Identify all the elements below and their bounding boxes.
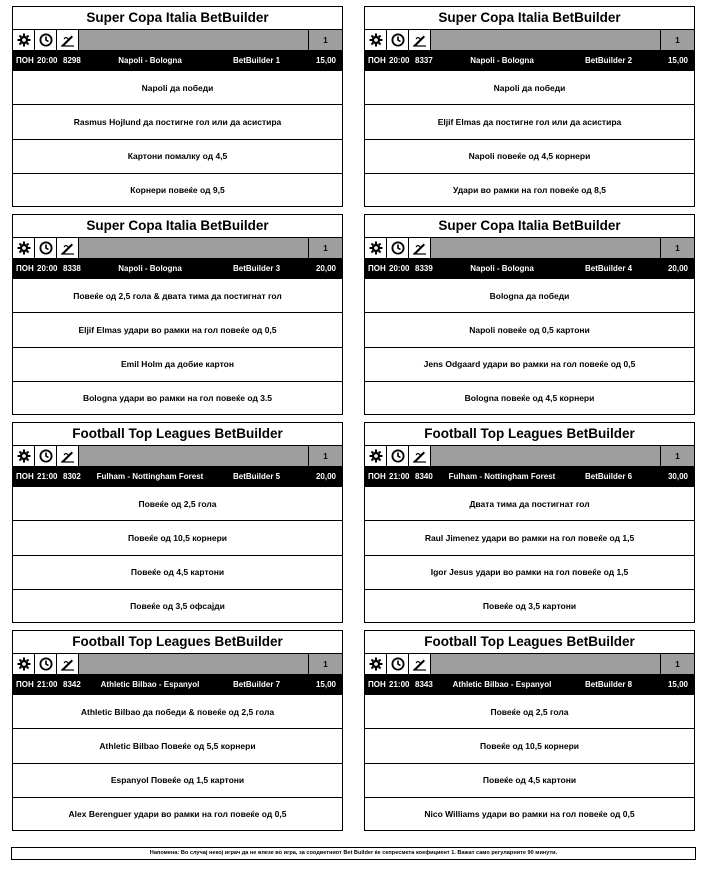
- icon-bar: [13, 238, 342, 259]
- card-title: Super Copa Italia BetBuilder: [13, 7, 342, 30]
- selection-row: Корнери повеќе од 9,5: [13, 173, 342, 207]
- icon-bar: [365, 30, 694, 51]
- selection-row: Igor Jesus удари во рамки на гол повеќе од 1,5: [365, 555, 694, 589]
- icon-bar: [365, 654, 694, 675]
- selection-list: [13, 71, 342, 207]
- card-title: Football Top Leagues BetBuilder: [365, 631, 694, 654]
- clock-icon: [35, 238, 57, 258]
- icon-bar: [13, 446, 342, 467]
- selection-row: Повеќе од 2,5 гола: [138, 498, 217, 509]
- quantity: 1: [661, 238, 694, 258]
- betbuilder-card: [364, 422, 695, 623]
- selection-row: Bologna да победи: [489, 290, 570, 301]
- match-odds: 20,00: [667, 264, 688, 273]
- match-code: 8340: [415, 472, 433, 481]
- match-info-bar: [13, 675, 342, 695]
- match-odds: 20,00: [315, 472, 336, 481]
- clock-icon: [387, 238, 409, 258]
- match-day: ПОН: [368, 56, 386, 65]
- betbuilder-card: [12, 6, 343, 207]
- edit-icon: [409, 30, 431, 50]
- match-time: 20:00: [37, 264, 58, 273]
- selection-list: [365, 71, 694, 207]
- match-odds: 15,00: [667, 56, 688, 65]
- match-time: 21:00: [389, 472, 410, 481]
- settings-icon: [13, 446, 35, 466]
- clock-icon: [35, 446, 57, 466]
- selection-list: [13, 695, 342, 831]
- selection-row: Двата тима да постигнат гол: [469, 498, 590, 509]
- footer-note: Напомена: Во случај некој играч да не влезе во игра, за соодветниот Bet Builder ќе сепресмета коефициент 1. Важат само регуларните 90 минути.: [11, 847, 696, 860]
- header-fill: [79, 238, 309, 258]
- edit-icon: [57, 446, 79, 466]
- selection-row: Jens Odgaard удари во рамки на гол повеќе од 0,5: [365, 347, 694, 381]
- match-info-bar: [13, 467, 342, 487]
- selection-list: [365, 695, 694, 831]
- match-day: ПОН: [368, 472, 386, 481]
- clock-icon: [387, 654, 409, 674]
- selection-row: Nico Williams удари во рамки на гол повеќе од 0,5: [365, 797, 694, 831]
- match-code: 8338: [63, 264, 81, 273]
- quantity: 1: [661, 30, 694, 50]
- clock-icon: [35, 654, 57, 674]
- match-teams: Napoli - Bologna: [118, 264, 182, 273]
- betbuilder-card: [12, 630, 343, 831]
- edit-icon: [409, 654, 431, 674]
- selection-row: Bologna повеќе од 4,5 корнери: [365, 381, 694, 415]
- card-title: Football Top Leagues BetBuilder: [13, 631, 342, 654]
- match-teams: Napoli - Bologna: [470, 56, 534, 65]
- match-odds: 15,00: [667, 680, 688, 689]
- header-fill: [79, 446, 309, 466]
- match-day: ПОН: [16, 56, 34, 65]
- betbuilder-card: [12, 422, 343, 623]
- match-teams: Athletic Bilbao - Espanyol: [100, 680, 200, 689]
- selection-row: Удари во рамки на гол повеќе од 8,5: [365, 173, 694, 207]
- match-code: 8302: [63, 472, 81, 481]
- edit-icon: [57, 654, 79, 674]
- header-fill: [79, 654, 309, 674]
- match-day: ПОН: [16, 680, 34, 689]
- selection-row: Rasmus Hojlund да постигне гол или да асистира: [13, 104, 342, 138]
- quantity: 1: [661, 446, 694, 466]
- selection-row: Картони помалку од 4,5: [13, 139, 342, 173]
- edit-icon: [409, 446, 431, 466]
- match-time: 21:00: [389, 680, 410, 689]
- selection-row: Повеќе од 4,5 картони: [13, 555, 342, 589]
- selection-list: [365, 279, 694, 415]
- betbuilder-number: BetBuilder 2: [585, 56, 633, 65]
- match-odds: 20,00: [315, 264, 336, 273]
- edit-icon: [409, 238, 431, 258]
- header-fill: [431, 238, 661, 258]
- card-title: Super Copa Italia BetBuilder: [365, 7, 694, 30]
- match-teams: Athletic Bilbao - Espanyol: [452, 680, 552, 689]
- selection-row: Emil Holm да добие картон: [13, 347, 342, 381]
- header-fill: [431, 654, 661, 674]
- match-teams: Napoli - Bologna: [118, 56, 182, 65]
- match-code: 8337: [415, 56, 433, 65]
- card-title: Football Top Leagues BetBuilder: [365, 423, 694, 446]
- settings-icon: [365, 446, 387, 466]
- icon-bar: [13, 30, 342, 51]
- selection-row: Eljif Elmas удари во рамки на гол повеќе од 0,5: [13, 312, 342, 346]
- selection-row: Bologna удари во рамки на гол повеќе од 3.5: [13, 381, 342, 415]
- selection-list: [13, 487, 342, 623]
- betbuilder-number: BetBuilder 8: [585, 680, 633, 689]
- match-info-bar: [365, 467, 694, 487]
- selection-row: Raul Jimenez удари во рамки на гол повеќе од 1,5: [365, 520, 694, 554]
- card-title: Football Top Leagues BetBuilder: [13, 423, 342, 446]
- edit-icon: [57, 238, 79, 258]
- quantity: 1: [309, 446, 342, 466]
- selection-row: Athletic Bilbao Повеќе од 5,5 корнери: [13, 728, 342, 762]
- match-time: 21:00: [37, 472, 58, 481]
- quantity: 1: [309, 30, 342, 50]
- icon-bar: [365, 238, 694, 259]
- edit-icon: [57, 30, 79, 50]
- match-day: ПОН: [368, 264, 386, 273]
- match-info-bar: [365, 259, 694, 279]
- quantity: 1: [661, 654, 694, 674]
- selection-row: Eljif Elmas да постигне гол или да асистира: [365, 104, 694, 138]
- betbuilder-number: BetBuilder 6: [585, 472, 633, 481]
- match-time: 20:00: [389, 264, 410, 273]
- selection-row: Napoli повеќе од 0,5 картони: [365, 312, 694, 346]
- match-day: ПОН: [368, 680, 386, 689]
- betbuilder-card: [364, 214, 695, 415]
- betbuilder-card: [364, 6, 695, 207]
- match-odds: 30,00: [667, 472, 688, 481]
- match-day: ПОН: [16, 472, 34, 481]
- settings-icon: [13, 654, 35, 674]
- match-time: 20:00: [389, 56, 410, 65]
- selection-row: Napoli да победи: [493, 82, 566, 93]
- selection-row: Повеќе од 3,5 офсајди: [13, 589, 342, 623]
- match-teams: Fulham - Nottingham Forest: [448, 472, 556, 481]
- settings-icon: [13, 30, 35, 50]
- quantity: 1: [309, 654, 342, 674]
- settings-icon: [365, 30, 387, 50]
- clock-icon: [387, 30, 409, 50]
- card-title: Super Copa Italia BetBuilder: [365, 215, 694, 238]
- match-info-bar: [13, 51, 342, 71]
- match-info-bar: [365, 675, 694, 695]
- match-odds: 15,00: [315, 56, 336, 65]
- clock-icon: [387, 446, 409, 466]
- match-time: 21:00: [37, 680, 58, 689]
- selection-row: Повеќе од 2,5 гола: [490, 706, 569, 717]
- selection-row: Повеќе од 3,5 картони: [365, 589, 694, 623]
- betbuilder-number: BetBuilder 7: [233, 680, 281, 689]
- selection-row: Повеќе од 4,5 картони: [365, 763, 694, 797]
- match-day: ПОН: [16, 264, 34, 273]
- betbuilder-number: BetBuilder 3: [233, 264, 281, 273]
- selection-row: Повеќе од 2,5 гола & двата тима да постигнат гол: [73, 290, 282, 301]
- match-info-bar: [365, 51, 694, 71]
- selection-row: Espanyol Повеќе од 1,5 картони: [13, 763, 342, 797]
- selection-list: [365, 487, 694, 623]
- match-time: 20:00: [37, 56, 58, 65]
- selection-row: Повеќе од 10,5 корнери: [365, 728, 694, 762]
- match-teams: Napoli - Bologna: [470, 264, 534, 273]
- selection-row: Napoli повеќе од 4,5 корнери: [365, 139, 694, 173]
- selection-row: Повеќе од 10,5 корнери: [13, 520, 342, 554]
- selection-list: [13, 279, 342, 415]
- selection-row: Athletic Bilbao да победи & повеќе од 2,5 гола: [80, 706, 275, 717]
- icon-bar: [365, 446, 694, 467]
- match-code: 8298: [63, 56, 81, 65]
- selection-row: Alex Berenguer удари во рамки на гол повеќе од 0,5: [13, 797, 342, 831]
- settings-icon: [13, 238, 35, 258]
- betbuilder-number: BetBuilder 1: [233, 56, 281, 65]
- icon-bar: [13, 654, 342, 675]
- header-fill: [79, 30, 309, 50]
- match-code: 8343: [415, 680, 433, 689]
- header-fill: [431, 446, 661, 466]
- quantity: 1: [309, 238, 342, 258]
- match-info-bar: [13, 259, 342, 279]
- header-fill: [431, 30, 661, 50]
- betbuilder-number: BetBuilder 4: [585, 264, 633, 273]
- match-code: 8342: [63, 680, 81, 689]
- match-odds: 15,00: [315, 680, 336, 689]
- settings-icon: [365, 238, 387, 258]
- selection-row: Napoli да победи: [141, 82, 214, 93]
- card-title: Super Copa Italia BetBuilder: [13, 215, 342, 238]
- clock-icon: [35, 30, 57, 50]
- settings-icon: [365, 654, 387, 674]
- betbuilder-card: [364, 630, 695, 831]
- betbuilder-card: [12, 214, 343, 415]
- betbuilder-number: BetBuilder 5: [233, 472, 281, 481]
- match-teams: Fulham - Nottingham Forest: [96, 472, 204, 481]
- match-code: 8339: [415, 264, 433, 273]
